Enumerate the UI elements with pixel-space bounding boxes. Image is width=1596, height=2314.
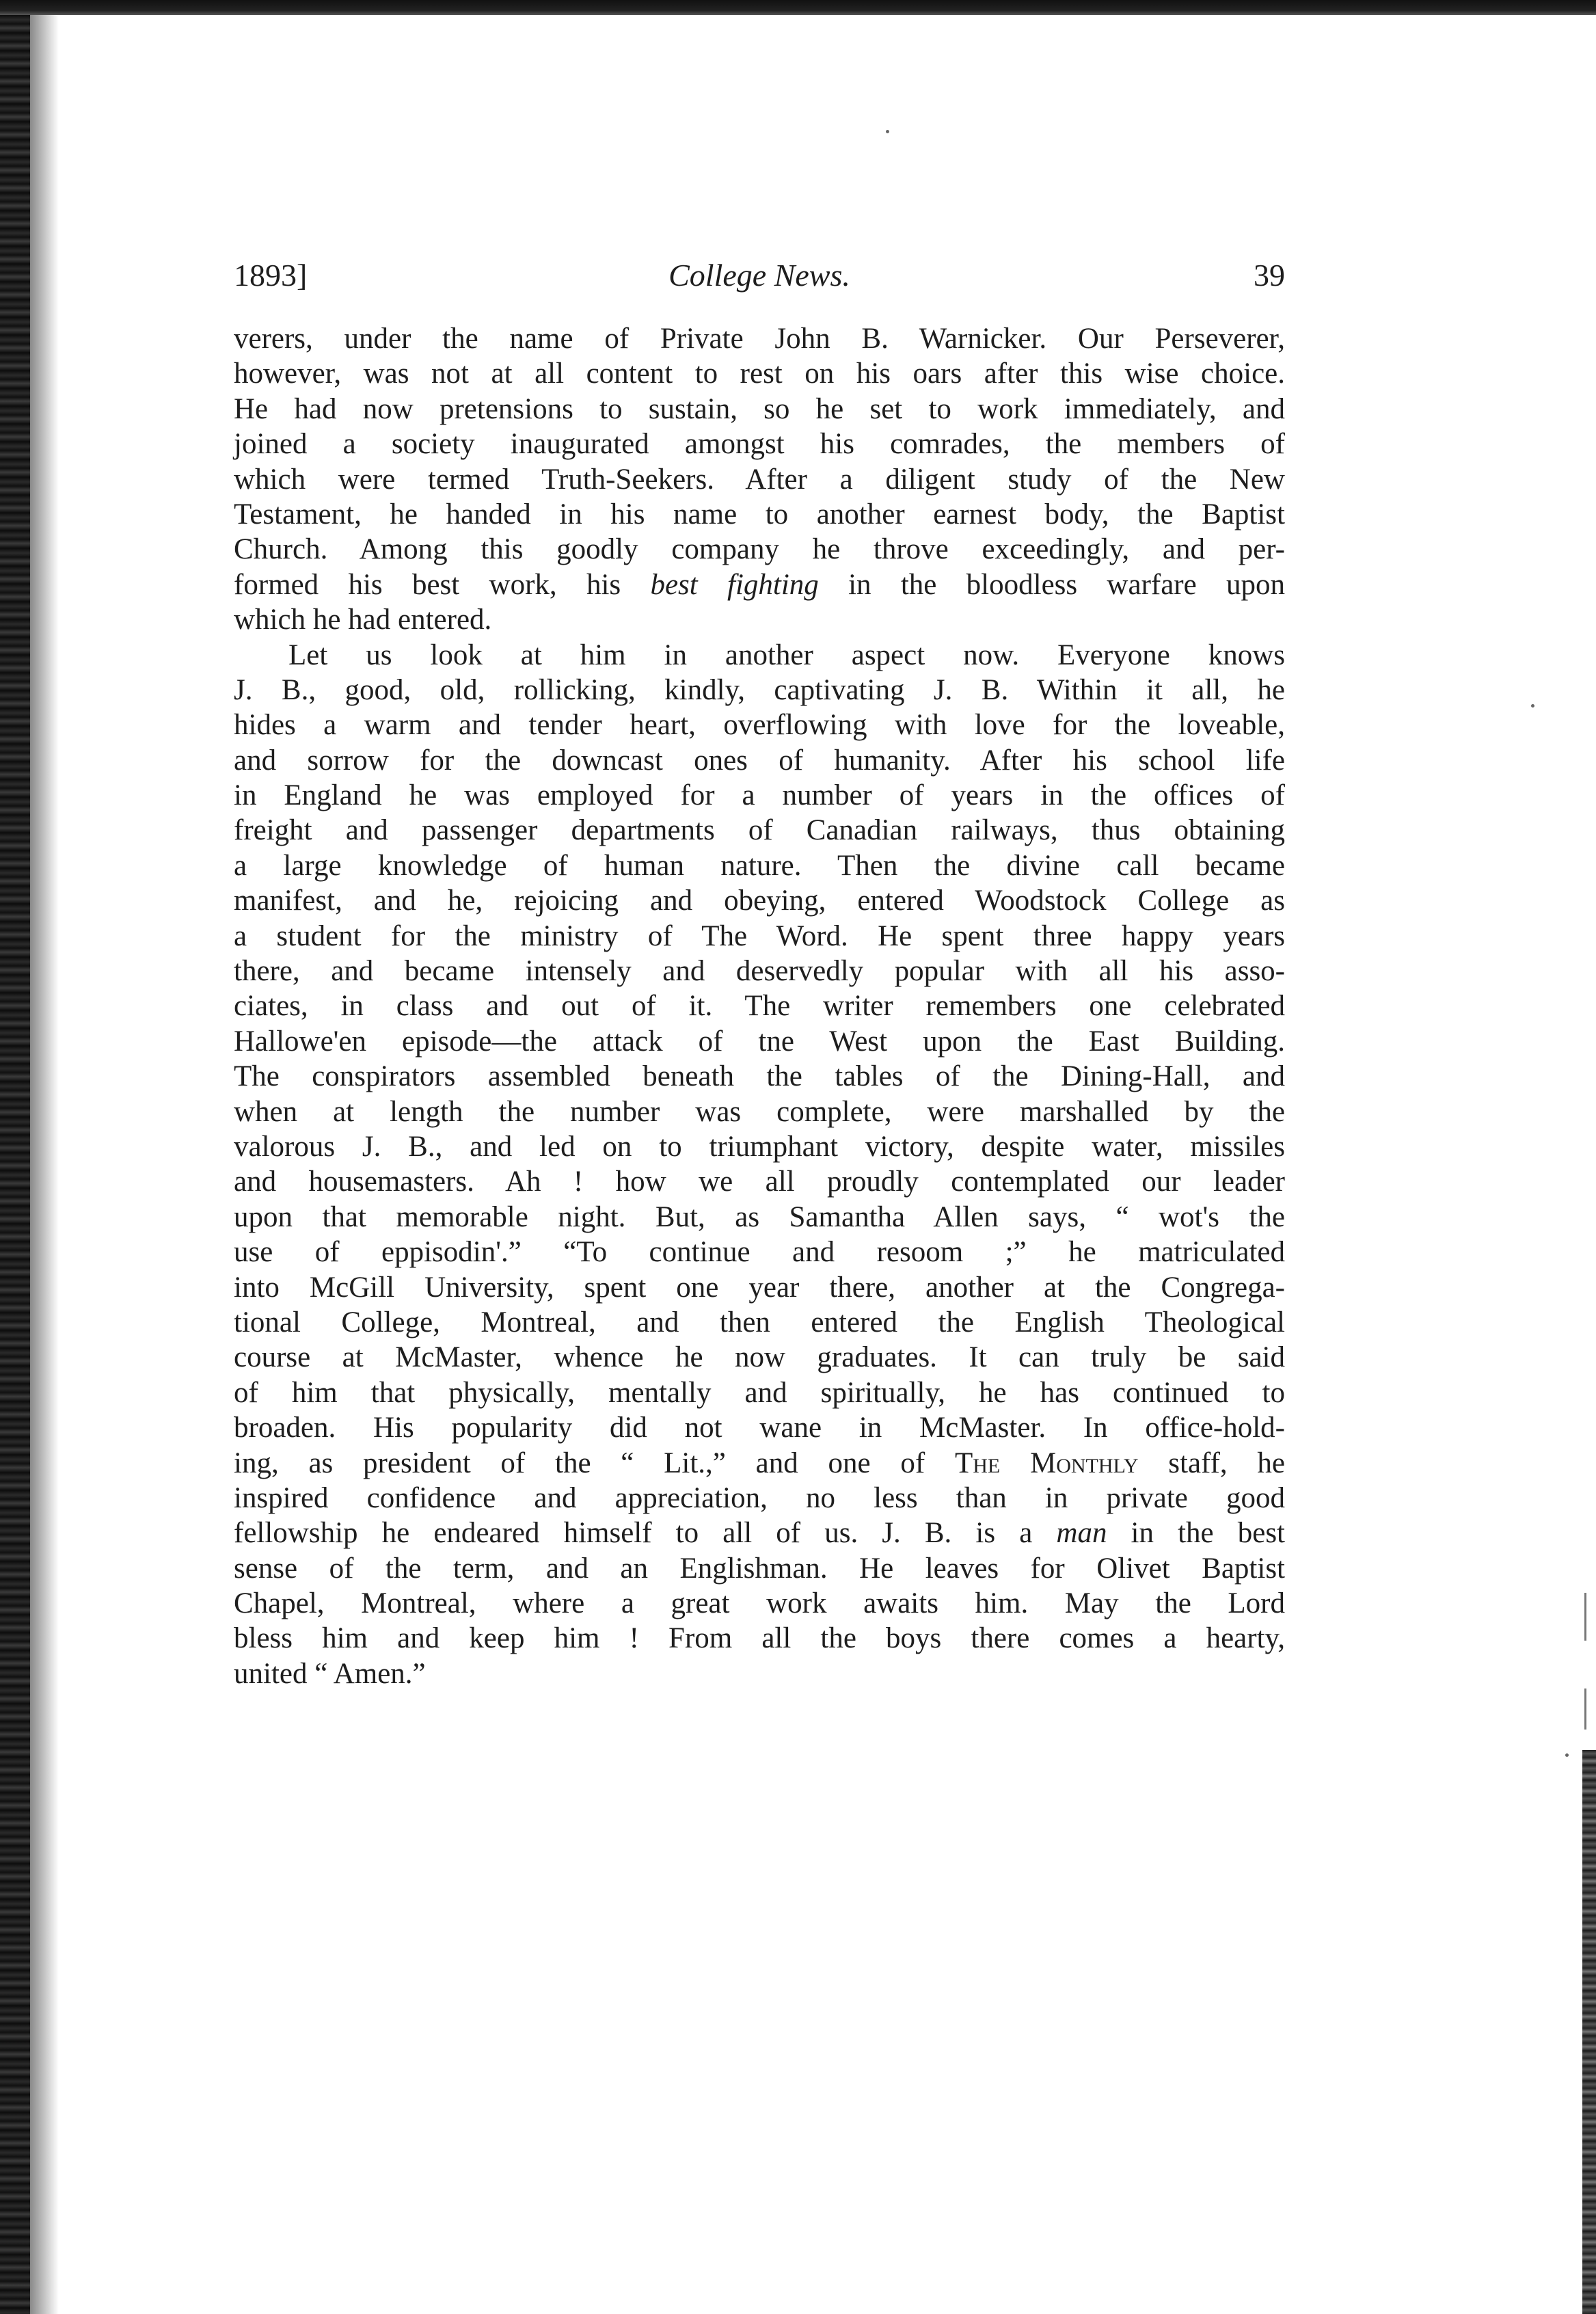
text-line: verers, under the name of Private John B. Warnicker. Our Perseverer, xyxy=(234,323,1285,355)
text-segment: staff, he xyxy=(1138,1447,1285,1479)
text-line: broaden. His popularity did not wane in McMaster. In office-hold- xyxy=(234,1412,1285,1444)
header-title: College News. xyxy=(668,258,850,293)
text-line: into McGill University, spent one year there, another at the Congrega- xyxy=(234,1271,1285,1304)
text-line: however, was not at all content to rest on his oars after this wise choice. xyxy=(234,358,1285,390)
text-line: Church. Among this goodly company he throve exceedingly, and per- xyxy=(234,533,1285,566)
text-line: valorous J. B., and led on to triumphant victory, despite water, missiles xyxy=(234,1130,1285,1163)
text-line: inspired confidence and appreciation, no less than in private good xyxy=(234,1481,1285,1514)
text-line: hides a warm and tender heart, overflowing with love for the loveable, xyxy=(234,709,1285,742)
text-line: ciates, in class and out of it. The writer remembers one celebrated xyxy=(234,990,1285,1023)
text-line: use of eppisodin'.” “To continue and resoom ;” he matriculated xyxy=(234,1236,1285,1269)
text-line: a large knowledge of human nature. Then the divine call became xyxy=(234,849,1285,882)
text-line: Hallowe'en episode—the attack of tne West upon the East Building. xyxy=(234,1025,1285,1058)
text-segment: formed his best work, his xyxy=(234,568,651,601)
text-line: joined a society inaugurated amongst his comrades, the members of xyxy=(234,428,1285,461)
scan-right-edge xyxy=(1582,1750,1596,2314)
text-line: which were termed Truth-Seekers. After a diligent study of the New xyxy=(234,463,1285,496)
scan-speck xyxy=(1565,1753,1569,1757)
text-line: there, and became intensely and deservedly popular with all his asso- xyxy=(234,955,1285,988)
text-line: course at McMaster, whence he now graduates. It can truly be said xyxy=(234,1341,1285,1374)
text-line xyxy=(234,567,1285,602)
text-line: in England he was employed for a number of years in the offices of xyxy=(234,779,1285,812)
text-line xyxy=(234,1516,1285,1550)
text-line: Testament, he handed in his name to another earnest body, the Baptist xyxy=(234,498,1285,530)
text-segment: ing, as president of the “ Lit.,” and one of xyxy=(234,1447,955,1479)
text-line: The conspirators assembled beneath the tables of the Dining-Hall, and xyxy=(234,1060,1285,1093)
paragraph-end-line: united “ Amen.” xyxy=(234,1657,426,1690)
italic-phrase: best fighting xyxy=(650,568,819,601)
text-line: and housemasters. Ah ! how we all proudly contemplated our leader xyxy=(234,1166,1285,1198)
text-line: and sorrow for the downcast ones of humanity. After his school life xyxy=(234,744,1285,777)
running-header xyxy=(234,252,1285,299)
text-line: sense of the term, and an Englishman. He leaves for Olivet Baptist xyxy=(234,1552,1285,1585)
text-segment: fellowship he endeared himself to all of us. J. B. is a xyxy=(234,1517,1057,1550)
page-number: 39 xyxy=(1254,258,1285,293)
text-line: of him that physically, mentally and spiritually, he has continued to xyxy=(234,1376,1285,1409)
italic-phrase: man xyxy=(1056,1517,1107,1550)
scan-left-shadow xyxy=(30,15,59,2314)
text-segment: in the bloodless warfare upon xyxy=(818,568,1285,601)
paragraph-start-line: Let us look at him in another aspect now. Everyone knows xyxy=(288,638,1285,671)
text-line: upon that memorable night. But, as Samantha Allen says, “ wot's the xyxy=(234,1200,1285,1233)
text-line: Chapel, Montreal, where a great work awaits him. May the Lord xyxy=(234,1587,1285,1620)
text-line: freight and passenger departments of Canadian railways, thus obtaining xyxy=(234,814,1285,847)
article-body xyxy=(234,321,1285,1691)
text-line: tional College, Montreal, and then entered the English Theological xyxy=(234,1306,1285,1338)
text-line: a student for the ministry of The Word. He spent three happy years xyxy=(234,919,1285,952)
smallcaps-phrase: The Monthly xyxy=(954,1447,1139,1479)
text-line: J. B., good, old, rollicking, kindly, captivating J. B. Within it all, he xyxy=(234,673,1285,706)
text-line: manifest, and he, rejoicing and obeying, entered Woodstock College as xyxy=(234,885,1285,917)
scan-left-edge xyxy=(0,15,30,2314)
scan-right-mark xyxy=(1584,1689,1586,1730)
text-line xyxy=(234,1446,1285,1481)
text-line: He had now pretensions to sustain, so he set to work immediately, and xyxy=(234,392,1285,425)
scan-speck xyxy=(886,130,889,133)
paragraph-end-line: which he had entered. xyxy=(234,604,492,636)
scan-right-mark xyxy=(1584,1593,1586,1641)
header-year: 1893] xyxy=(234,258,308,293)
text-line: bless him and keep him ! From all the boys there comes a hearty, xyxy=(234,1622,1285,1655)
text-segment: in the best xyxy=(1107,1517,1286,1550)
scan-speck xyxy=(1531,704,1534,708)
scan-top-edge xyxy=(0,0,1596,15)
text-line: when at length the number was complete, were marshalled by the xyxy=(234,1095,1285,1128)
